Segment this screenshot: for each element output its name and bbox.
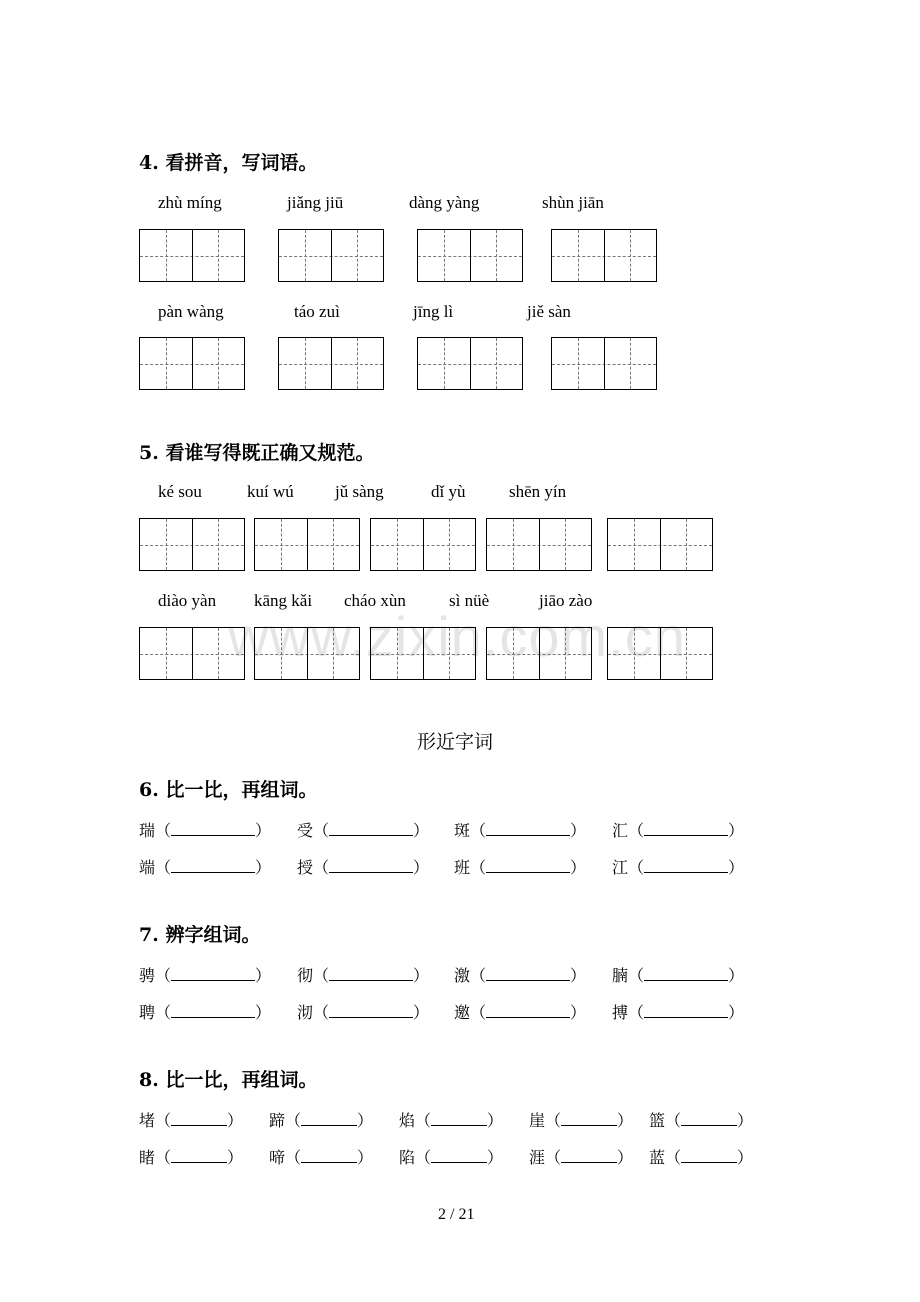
pinyin-label: kāng kǎi [254,591,313,610]
answer-blank[interactable] [644,966,728,981]
writing-grid[interactable] [370,518,476,571]
word-entry[interactable]: 骋（ ） [139,966,272,985]
word-entry[interactable]: 斑（ ） [454,821,587,840]
writing-grid[interactable] [139,627,245,680]
answer-blank[interactable] [171,1111,227,1126]
character: 陷 [399,1148,416,1167]
pinyin-label: jǔ sàng [335,482,384,501]
word-entry[interactable]: 聘（ ） [139,1003,272,1022]
question-8-heading: 8. 比一比，再组词。 [139,1069,318,1091]
character: 瑞 [139,821,156,840]
word-entry[interactable]: 涯（ ） [529,1148,634,1167]
writing-grid[interactable] [278,337,384,390]
writing-grid[interactable] [486,627,592,680]
answer-blank[interactable] [301,1111,357,1126]
word-entry[interactable]: 班（ ） [454,858,587,877]
character: 受 [297,821,314,840]
answer-blank[interactable] [681,1148,737,1163]
pinyin-label: shùn jiān [542,193,604,212]
answer-blank[interactable] [486,821,570,836]
answer-blank[interactable] [486,1003,570,1018]
word-entry[interactable]: 汇（ ） [612,821,745,840]
pinyin-label: kuí wú [247,482,294,501]
character: 骋 [139,966,156,985]
writing-grid[interactable] [139,518,245,571]
character: 沏 [297,1003,314,1022]
page-number: 2 / 21 [438,1206,475,1223]
character: 邀 [454,1003,471,1022]
character: 腩 [612,966,629,985]
pinyin-label: shēn yín [509,482,567,501]
answer-blank[interactable] [681,1111,737,1126]
word-entry[interactable]: 江（ ） [612,858,745,877]
character: 涯 [529,1148,546,1167]
word-entry[interactable]: 蓝（ ） [649,1148,754,1167]
pinyin-label: jīng lì [413,302,454,321]
word-entry[interactable]: 堵（ ） [139,1111,244,1130]
word-entry[interactable]: 睹（ ） [139,1148,244,1167]
word-entry[interactable]: 激（ ） [454,966,587,985]
answer-blank[interactable] [486,858,570,873]
pinyin-label: diào yàn [158,591,217,610]
question-4-heading: 4. 看拼音，写词语。 [139,152,318,174]
question-7-heading: 7. 辨字组词。 [139,924,261,946]
answer-blank[interactable] [644,821,728,836]
pinyin-label: pàn wàng [158,302,224,321]
character: 焰 [399,1111,416,1130]
writing-grid[interactable] [486,518,592,571]
character: 崖 [529,1111,546,1130]
answer-blank[interactable] [171,1148,227,1163]
answer-blank[interactable] [486,966,570,981]
character: 端 [139,858,156,877]
character: 睹 [139,1148,156,1167]
writing-grid[interactable] [254,518,360,571]
character: 授 [297,858,314,877]
answer-blank[interactable] [171,966,255,981]
word-entry[interactable]: 腩（ ） [612,966,745,985]
pinyin-label: cháo xùn [344,591,406,610]
answer-blank[interactable] [329,821,413,836]
watermark: www.zixin.com.cn [228,605,686,668]
writing-grid[interactable] [551,337,657,390]
writing-grid[interactable] [417,229,523,282]
word-entry[interactable]: 陷（ ） [399,1148,504,1167]
question-6-heading: 6. 比一比，再组词。 [139,779,318,801]
character: 汇 [612,821,629,840]
pinyin-label: dàng yàng [409,193,480,212]
word-entry[interactable]: 瑞（ ） [139,821,272,840]
answer-blank[interactable] [561,1111,617,1126]
word-entry[interactable]: 沏（ ） [297,1003,430,1022]
character: 搏 [612,1003,629,1022]
word-entry[interactable]: 崖（ ） [529,1111,634,1130]
pinyin-label: ké sou [158,482,202,501]
writing-grid[interactable] [607,627,713,680]
character: 篮 [649,1111,666,1130]
pinyin-label: jiǎng jiū [287,193,344,212]
answer-blank[interactable] [171,821,255,836]
section-title: 形近字词 [417,731,494,753]
writing-grid[interactable] [254,627,360,680]
writing-grid[interactable] [607,518,713,571]
word-entry[interactable]: 受（ ） [297,821,430,840]
answer-blank[interactable] [171,1003,255,1018]
word-entry[interactable]: 端（ ） [139,858,272,877]
question-5-heading: 5. 看谁写得既正确又规范。 [139,442,375,464]
word-entry[interactable]: 蹄（ ） [269,1111,374,1130]
pinyin-label: zhù míng [158,193,222,212]
answer-blank[interactable] [644,858,728,873]
character: 激 [454,966,471,985]
writing-grid[interactable] [370,627,476,680]
answer-blank[interactable] [171,858,255,873]
word-entry[interactable]: 篮（ ） [649,1111,754,1130]
answer-blank[interactable] [301,1148,357,1163]
character: 江 [612,858,629,877]
character: 斑 [454,821,471,840]
word-entry[interactable]: 啼（ ） [269,1148,374,1167]
character: 堵 [139,1111,156,1130]
answer-blank[interactable] [329,966,413,981]
writing-grid[interactable] [139,337,245,390]
character: 班 [454,858,471,877]
answer-blank[interactable] [329,1003,413,1018]
writing-grid[interactable] [417,337,523,390]
word-entry[interactable]: 搏（ ） [612,1003,745,1022]
word-entry[interactable]: 焰（ ） [399,1111,504,1130]
writing-grid[interactable] [551,229,657,282]
writing-grid[interactable] [139,229,245,282]
pinyin-label: dǐ yù [431,482,466,501]
answer-blank[interactable] [431,1148,487,1163]
writing-grid[interactable] [278,229,384,282]
character: 啼 [269,1148,286,1167]
pinyin-label: táo zuì [294,302,340,321]
answer-blank[interactable] [644,1003,728,1018]
character: 蓝 [649,1148,666,1167]
answer-blank[interactable] [329,858,413,873]
character: 聘 [139,1003,156,1022]
character: 蹄 [269,1111,286,1130]
character: 彻 [297,966,314,985]
word-entry[interactable]: 邀（ ） [454,1003,587,1022]
word-entry[interactable]: 授（ ） [297,858,430,877]
answer-blank[interactable] [431,1111,487,1126]
pinyin-label: jiāo zào [539,591,593,610]
answer-blank[interactable] [561,1148,617,1163]
pinyin-label: sì nüè [449,591,490,610]
word-entry[interactable]: 彻（ ） [297,966,430,985]
pinyin-label: jiě sàn [527,302,571,321]
